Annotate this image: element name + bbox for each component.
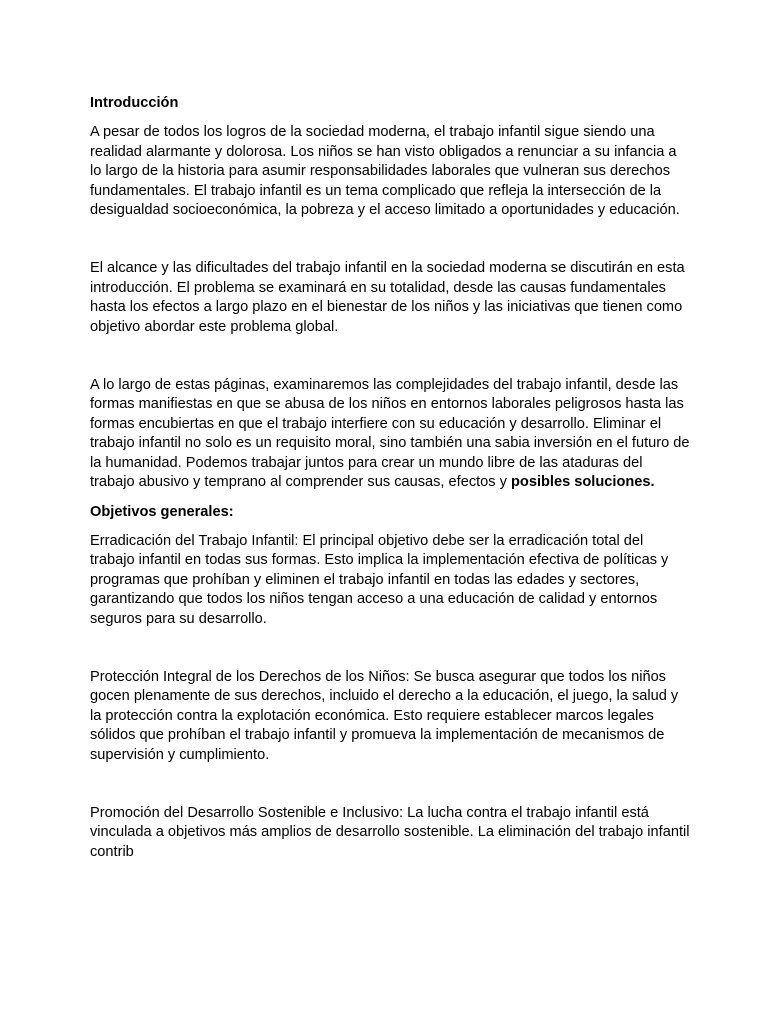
paragraph-5: Protección Integral de los Derechos de los Niños: Se busca asegurar que todos los niños gocen plenamente de sus derechos, incluido el derecho a la educación, el juego, la salud y la protección contra la explotación económica. Esto requiere establecer marcos legales sólidos que prohíban el trabajo infantil y promueva la implementación de mecanismos de supervisión y cumplimiento.: [90, 668, 679, 763]
paragraph-4: Erradicación del Trabajo Infantil: El principal objetivo debe ser la erradicación total del trabajo infantil en todas sus formas. Esto implica la implementación efectiva de políticas y programas que prohíban y eliminen el trabajo infantil en todas las edades y sectores, garantizando que todos los niños tengan acceso a una educación de calidad y entornos seguros para su desarrollo.: [90, 532, 669, 627]
heading-objetivos: Objetivos generales:: [90, 503, 234, 520]
paragraph-6: Promoción del Desarrollo Sostenible e Inclusivo: La lucha contra el trabajo infantil está vinculada a objetivos más amplios de desarrollo sostenible. La eliminación del trabajo infantil contrib: [90, 804, 690, 860]
paragraph-3-text: A lo largo de estas páginas, examinaremos las complejidades del trabajo infantil, desde las formas manifiestas en que se abusa de los niños en entornos laborales peligrosos hasta las formas encubiertas en que el trabajo interfiere con su educación y desarrollo. Eliminar el trabajo infantil no solo es un requisito moral, sino también una sabia inversión en el futuro de la humanidad. Podemos trabajar juntos para crear un mundo libre de las ataduras del trabajo abusivo y temprano al comprender sus causas, efectos y: [90, 377, 690, 491]
document-body: [90, 94, 690, 862]
paragraph-3: [90, 376, 690, 492]
paragraph-3-bold: posibles soluciones.: [511, 474, 655, 491]
paragraph-2: El alcance y las dificultades del trabajo infantil en la sociedad moderna se discutirán en esta introducción. El problema se examinará en su totalidad, desde las causas fundamentales hasta los efectos a largo plazo en el bienestar de los niños y las iniciativas que tienen como objetivo abordar este problema global.: [90, 260, 685, 335]
paragraph-1: A pesar de todos los logros de la sociedad moderna, el trabajo infantil sigue siendo una realidad alarmante y dolorosa. Los niños se han visto obligados a renunciar a su infancia a lo largo de la historia para asumir responsabilidades laborales que vulneran sus derechos fundamentales. El trabajo infantil es un tema complicado que refleja la intersección de la desigualdad socioeconómica, la pobreza y el acceso limitado a oportunidades y educación.: [90, 124, 680, 219]
heading-introduccion: Introducción: [90, 95, 179, 111]
